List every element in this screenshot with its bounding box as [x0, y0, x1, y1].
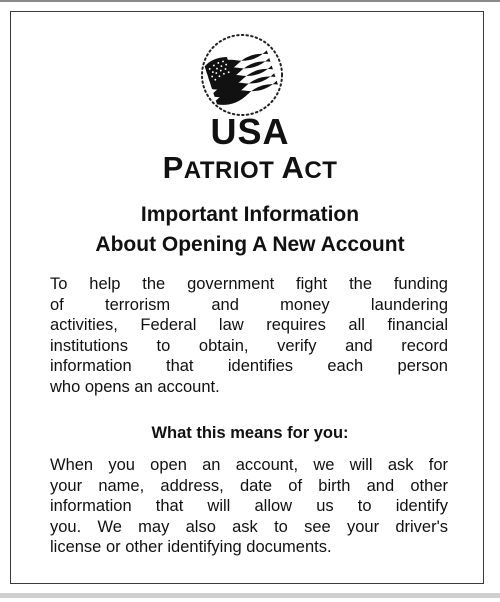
section-heading: What this means for you:: [151, 424, 349, 442]
usa-title: USA: [210, 111, 290, 152]
paragraph-line: your name, address, date of birth and other: [50, 476, 448, 495]
paragraph-line: you. We may also ask to see your driver's: [50, 517, 448, 536]
paragraph-line: license or other identifying documents.: [50, 538, 332, 557]
paragraph-line: of terrorism and money laundering: [50, 295, 448, 314]
paragraph-line: information that will allow us to identify: [50, 497, 448, 516]
paragraph-line: When you open an account, we will ask for: [50, 456, 448, 474]
page-title: [0, 200, 500, 260]
paragraph-line: To help the government fight the funding: [50, 275, 448, 293]
paragraph-line: institutions to obtain, verify and record: [50, 336, 448, 355]
top-divider: [0, 0, 500, 2]
patriot-act-title: [0, 151, 500, 188]
patriot-initial: P: [162, 150, 184, 185]
patriot-rest: ATRIOT: [183, 157, 282, 184]
paragraph-line: who opens an account.: [50, 377, 220, 396]
paragraph-line: activities, Federal law requires all financial: [50, 316, 448, 335]
page-title-line-1: Important Information: [140, 203, 360, 226]
intro-paragraph: [50, 274, 448, 398]
page-title-line-2: About Opening A New Account: [95, 233, 405, 256]
paragraph-line: information that identifies each person: [50, 357, 448, 376]
bottom-divider: [0, 593, 500, 598]
explanation-paragraph: [50, 455, 448, 558]
act-initial: A: [281, 150, 305, 185]
act-rest: CT: [304, 157, 338, 184]
